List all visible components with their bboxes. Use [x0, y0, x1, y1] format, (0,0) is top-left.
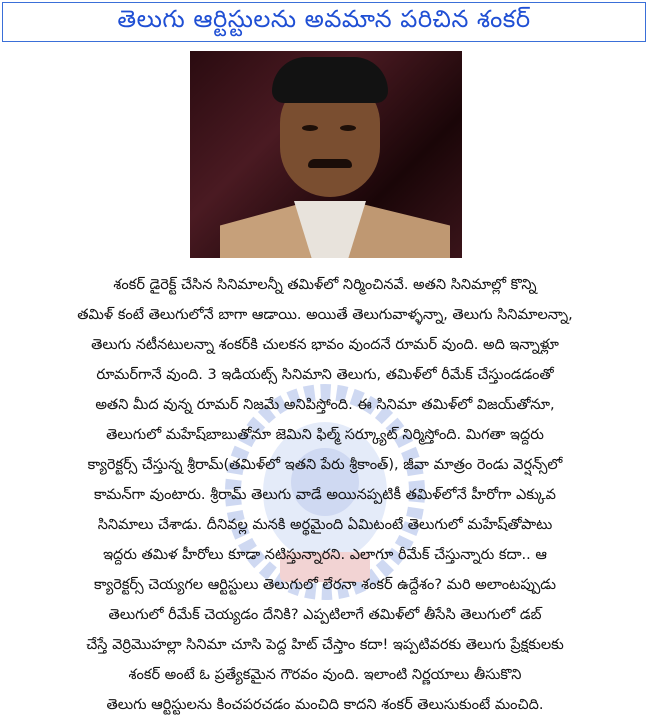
- article-line: ఇద్దరు తమిళ హీరోలు కూడా నటిస్తున్నారని. ఎలాగూ రీమేక్ చేస్తున్నారు కదా.. ఆ: [103, 547, 547, 563]
- article-photo: [190, 51, 462, 258]
- photo-jacket-left: [220, 201, 310, 258]
- headline-title: తెలుగు ఆర్టిస్టులను అవమాన పరిచిన శంకర్: [117, 5, 531, 33]
- photo-mustache: [308, 159, 352, 168]
- article-line: తెలుగు నటీనటులన్నా శంకర్‌కి చులకన భావం వుందనే రూమర్ వుంది. అది ఇన్నాళ్లూ: [91, 337, 559, 353]
- article-line: తెలుగులో రీమేక్ చెయ్యడం దేనికి? ఎప్పటిలాగే తమిళ్‌లో తీసేసి తెలుగులో డబ్: [108, 607, 542, 623]
- article-line: అతని మీద వున్న రూమర్ నిజమే అనిపిస్తోంది. ఈ సినిమా తమిళ్‌లో విజయ్‌తోనూ,: [95, 397, 555, 413]
- article-line: చేస్తే వెర్రిమొహల్లా సినిమా చూసి పెద్ద హిట్ చేస్తాం కదా! ఇప్పటివరకు తెలుగు ప్రేక్షకులకు: [86, 637, 564, 653]
- article-body: [8, 270, 642, 720]
- photo-eye-right: [340, 125, 356, 131]
- article-line: తెలుగు ఆర్టిస్టులను కించపరచడం మంచిది కాదని శంకర్ తెలుసుకుంటే మంచిది.: [106, 697, 544, 713]
- headline-banner: [2, 2, 646, 42]
- article-line: శంకర్ అంటే ఓ ప్రత్యేకమైన గౌరవం వుంది. ఇలాంటి నిర్ణయాలు తీసుకొని: [128, 667, 522, 683]
- photo-eye-left: [302, 125, 318, 131]
- photo-hair: [272, 57, 388, 103]
- article-line: తెలుగులో మహేష్‌బాబుతోనూ జెమిని ఫిల్మ్ సర్క్యూట్ నిర్మిస్తోంది. మిగతా ఇద్దరు: [106, 427, 544, 443]
- article-line: సినిమాలు చేశాడు. దీనివల్ల మనకి అర్థమైంది ఏమిటంటే తెలుగులో మహేష్‌తోపాటు: [97, 517, 553, 533]
- article-line: క్యారెక్టర్స్ చేస్తున్న శ్రీరామ్(తమిళ్‌లో ఇతని పేరు శ్రీకాంత్), జీవా మాత్రం రెండు వెర్షన్స్‌లో: [87, 457, 563, 473]
- article-line: శంకర్ డైరెక్ట్ చేసిన సినిమాలన్నీ తమిళ్‌లో నిర్మించినవే. అతని సినిమాల్లో కొన్ని: [113, 277, 537, 293]
- article-line: క్యారెక్టర్స్ చెయ్యగల ఆర్టిస్టులు తెలుగులో లేరనా శంకర్ ఉద్దేశం? మరి అలాంటప్పుడు: [94, 577, 556, 593]
- article-line: కామన్‌గా వుంటారు. శ్రీరామ్ తెలుగు వాడే అయినప్పటికీ తమిళ్‌లోనే హీరోగా ఎక్కువ: [94, 487, 556, 503]
- article-line: తమిళ్ కంటే తెలుగులోనే బాగా ఆడాయి. అయితే తెలుగువాళ్ళన్నా, తెలుగు సినిమాలన్నా,: [77, 307, 573, 323]
- article-line: రూమర్‌గానే వుంది. 3 ఇడియట్స్ సినిమాని తెలుగు, తమిళ్‌లో రీమేక్ చేస్తుండడంతో: [96, 367, 554, 383]
- photo-jacket-right: [350, 201, 450, 258]
